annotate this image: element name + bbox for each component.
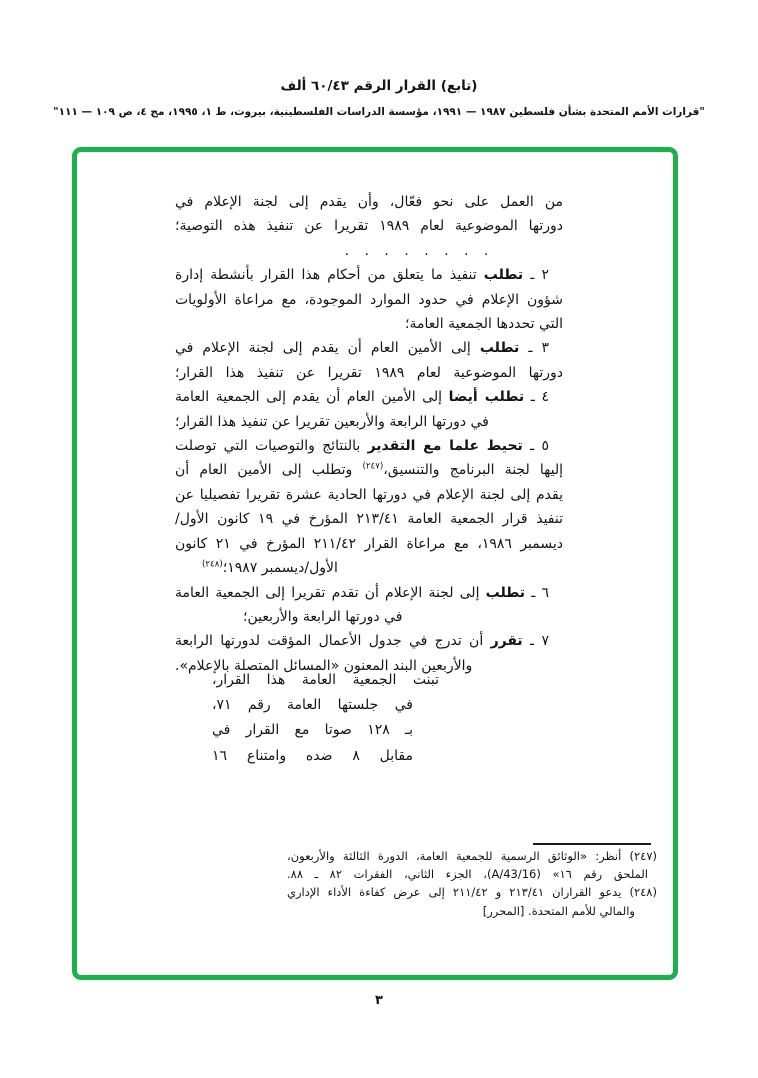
page-number: ٣	[375, 993, 383, 1008]
text-line: ٥ ـ تحيط علما مع التقدير بالنتائج والتوصيات التي توصلت	[175, 438, 549, 455]
text-line: من العمل على نحو فعّال، وأن يقدم إلى لجنة الإعلام في	[175, 194, 563, 210]
text-line: تنفيذ قرار الجمعية العامة ٢١٣/٤١ المؤرخ في ١٩ كانون الأول/	[175, 511, 563, 528]
page-title: (تابع) القرار الرقم ٦٠/٤٣ ألف	[280, 78, 478, 94]
text-line: في دورتها الرابعة والأربعين؛	[243, 608, 403, 625]
source-citation: "قرارات الأمم المتحدة بشأن فلسطين ١٩٨٧ — ١٩٩١، مؤسسة الدراسات الفلسطينية، بيروت، ط ١، ١٩٩٥، مج ٤، ص ١٠٩ — ١١١"	[53, 106, 705, 118]
text-line: . . . . . . . .	[344, 242, 490, 259]
resolution-body-text	[175, 190, 563, 678]
text-line: ٣ ـ تطلب إلى الأمين العام أن يقدم إلى لجنة الإعلام في	[175, 340, 549, 357]
text-line: إليها لجنة البرنامج والتنسيق،$^{(٢٤٧)}$ وتطلب إلى الأمين العام أن	[175, 461, 563, 479]
text-line: (٢٤٨) يدعو القراران ٢١٣/٤١ و ٢١١/٤٢ إلى عرض كفاءة الأداء الإداري	[287, 885, 657, 900]
vote-record-block	[212, 668, 439, 769]
text-line: (٢٤٧) أنظر: «الوثائق الرسمية للجمعية العامة، الدورة الثالثة والأربعون،	[287, 849, 657, 863]
footnotes-block	[287, 847, 657, 920]
text-line: ٦ ـ تطلب إلى لجنة الإعلام أن تقدم تقريرا إلى الجمعية العامة	[175, 584, 549, 601]
text-line: ٧ ـ تقرر أن تدرج في جدول الأعمال المؤقت لدورتها الرابعة	[175, 633, 549, 650]
text-line: الأول/ديسمبر ١٩٨٧؛$^{(٢٤٨)}$	[202, 559, 338, 577]
text-line: بـ ١٢٨ صوتا مع القرار في	[212, 722, 413, 739]
text-line: مقابل ٨ ضده وامتناع ١٦	[212, 747, 414, 764]
text-line: والأربعين البند المعنون «المسائل المتصلة بالإعلام».	[175, 657, 473, 674]
text-line: دورتها الموضوعية لعام ١٩٨٩ تقريرا عن تنفيذ هذا القرار؛	[175, 364, 563, 381]
text-line: والمالي للأمم المتحدة. [المحرر]	[482, 903, 635, 918]
text-line: في جلستها العامة رقم ٧١،	[212, 697, 413, 714]
text-line: شؤون الإعلام في حدود الموارد الموجودة، مع مراعاة الأولويات	[175, 291, 563, 308]
text-line: الملحق رقم ١٦» (A/43/16)، الجزء الثاني، الفقرات ٨٢ ـ ٨٨.	[287, 867, 648, 882]
text-line: يقدم إلى لجنة الإعلام في دورتها الحادية عشرة تقريرا تفصيليا عن	[175, 486, 563, 503]
text-line: تبنت الجمعية العامة هذا القرار،	[212, 672, 439, 688]
text-line: ديسمبر ١٩٨٦، مع مراعاة القرار ٢١١/٤٢ المؤرخ في ٢١ كانون	[175, 535, 563, 552]
text-line: ٢ ـ تطلب تنفيذ ما يتعلق من أحكام هذا القرار بأنشطة إدارة	[175, 267, 549, 284]
text-line: ٤ ـ تطلب أيضا إلى الأمين العام أن يقدم إلى الجمعية العامة	[175, 389, 549, 406]
text-line: التي تحددها الجمعية العامة؛	[405, 316, 563, 333]
footnote-separator	[533, 843, 651, 845]
text-line: دورتها الموضوعية لعام ١٩٨٩ تقريرا عن تنفيذ هذه التوصية؛	[175, 218, 563, 235]
text-line: في دورتها الرابعة والأربعين تقريرا عن تنفيذ هذا القرار؛	[175, 413, 489, 430]
